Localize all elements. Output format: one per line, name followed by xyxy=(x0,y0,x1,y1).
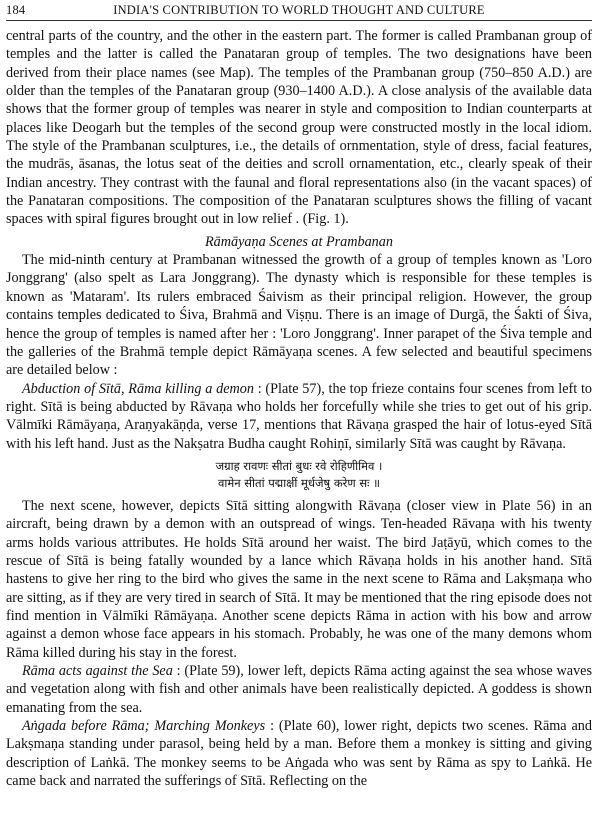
section-heading: Rāmāyaṇa Scenes at Prambanan xyxy=(205,233,393,250)
paragraph-6-text: : (Plate 60), lower right, depicts two scenes. Rāma and Lakṣmaṇa standing under parasol, being held by a man. Before them a monkey is sitting and giving description of Laṅkā. The monkey seems to be Aṅgada who was sent by Rāma as spy to Laṅkā. He came back and narrated the sufferings of Sītā. Reflecting on the xyxy=(6,718,592,790)
paragraph-3 xyxy=(6,380,592,453)
paragraph-5 xyxy=(6,662,592,717)
run-in-heading-angada: Aṅgada before Rāma; Marching Monkeys xyxy=(22,718,266,735)
paragraph-5-text: : (Plate 59), lower left, depicts Rāma acting against the sea whose waves and vegetation along with fish and other animals have been realistically depicted. A goddess is shown emanating from the sea. xyxy=(6,663,592,716)
paragraph-4: The next scene, however, depicts Sītā sitting alongwith Rāvaṇa (closer view in Plate 56) in an aircraft, being drawn by a demon with an outspread of wings. Ten-headed Rāvaṇa with his twenty arms holds various attributes. He holds Sītā around her waist. The bird Jaṭāyū, which comes to the rescue of Sītā is being fatally wounded by a lance which Rāvaṇa holds in his another hand. Sītā hastens to give her ring to the bird who gives the same in the next scene to Rāma and Lakṣmaṇa who are sitting, as if they are very tired in search of Sītā. It may be mentioned that the ring episode does not find mention in Vālmīki Rāmāyaṇa. Another scene depicts Rāma in action with his bow and arrow against a demon whose face appears in his stomach. Probably, he was one of the many demons whom Rāma killed during his stay in the forest. xyxy=(6,497,592,661)
paragraph-1: central parts of the country, and the other in the eastern part. The former is called Prambanan group of temples and the latter is called the Panataran group of temples. The two designations have been derived from their place names (see Map). The temples of the Prambanan group (750–850 A.D.) are older than the temples of the Panataran group (930–1400 A.D.). A close analysis of the available data shows that the former group of temples was nearer in style and composition to Indian counterparts at places like Deogarh but the temples of the second group were constructed mostly in the local idiom. The style of the Prambanan sculptures, i.e., the details of ornmentation, style of dress, facial features, the mudrās, āsanas, the lotus seat of the deities and scroll ornamentation, etc., clearly speak of their Indian ancestry. They contrast with the faunal and floral representations also (in the vacant spaces) of the Panataran compositions. The composition of the Panataran sculptures shows the filling of vacant spaces with spiral figures brought out in low relief . (Fig. 1). xyxy=(6,28,592,228)
paragraph-2: The mid-ninth century at Prambanan witnessed the growth of a group of temples known as 'Loro Jonggrang' (also spelt as Lara Jonggrang). The dynasty which is responsible for these temples is known as 'Mataram'. Its rulers embraced Śaivism as their principal religion. However, the group contains temples dedicated to Śiva, Brahmā and Viṣṇu. There is an image of Durgā, the Śakti of Śiva, hence the group of temples is named after her : 'Loro Jonggrang'. Inner parapet of the Śiva temple and the galleries of the Brahmā temple depict Rāmāyaṇa scenes. A few selected and beautiful specimens are detailed below : xyxy=(6,252,592,379)
run-in-heading-abduction: Abduction of Sītā, Rāma killing a demon xyxy=(22,380,254,397)
sanskrit-verse xyxy=(6,458,592,492)
verse-line-2: वामेन सीतां पद्माक्षीं मूर्धजेषु करेण सः ॥ xyxy=(218,475,380,490)
paragraph-3-text: : (Plate 57), the top frieze contains four scenes from left to right. Sītā is being abducted by Rāvaṇa who holds her forcefully while she tries to get out of his grip. Vālmīki Rāmāyaṇa, Araṇyakāṇḍa, verse 17, mentions that Rāvaṇa grasped the hair of lotus-eyed Sītā with his left hand. Just as the Nakṣatra Budha caught Rohiṇī, similarly Sītā was caught by Rāvaṇa. xyxy=(6,380,592,452)
running-title: INDIA'S CONTRIBUTION TO WORLD THOUGHT AND CULTURE xyxy=(113,3,485,17)
verse-line-1: जग्राह रावणः सीतां बुधः रवे रोहिणीमिव । xyxy=(215,458,383,473)
body-text xyxy=(6,27,592,790)
run-in-heading-sea: Rāma acts against the Sea xyxy=(22,663,173,679)
paragraph-6 xyxy=(6,717,592,790)
running-header xyxy=(6,3,592,21)
page-number: 184 xyxy=(6,3,26,17)
